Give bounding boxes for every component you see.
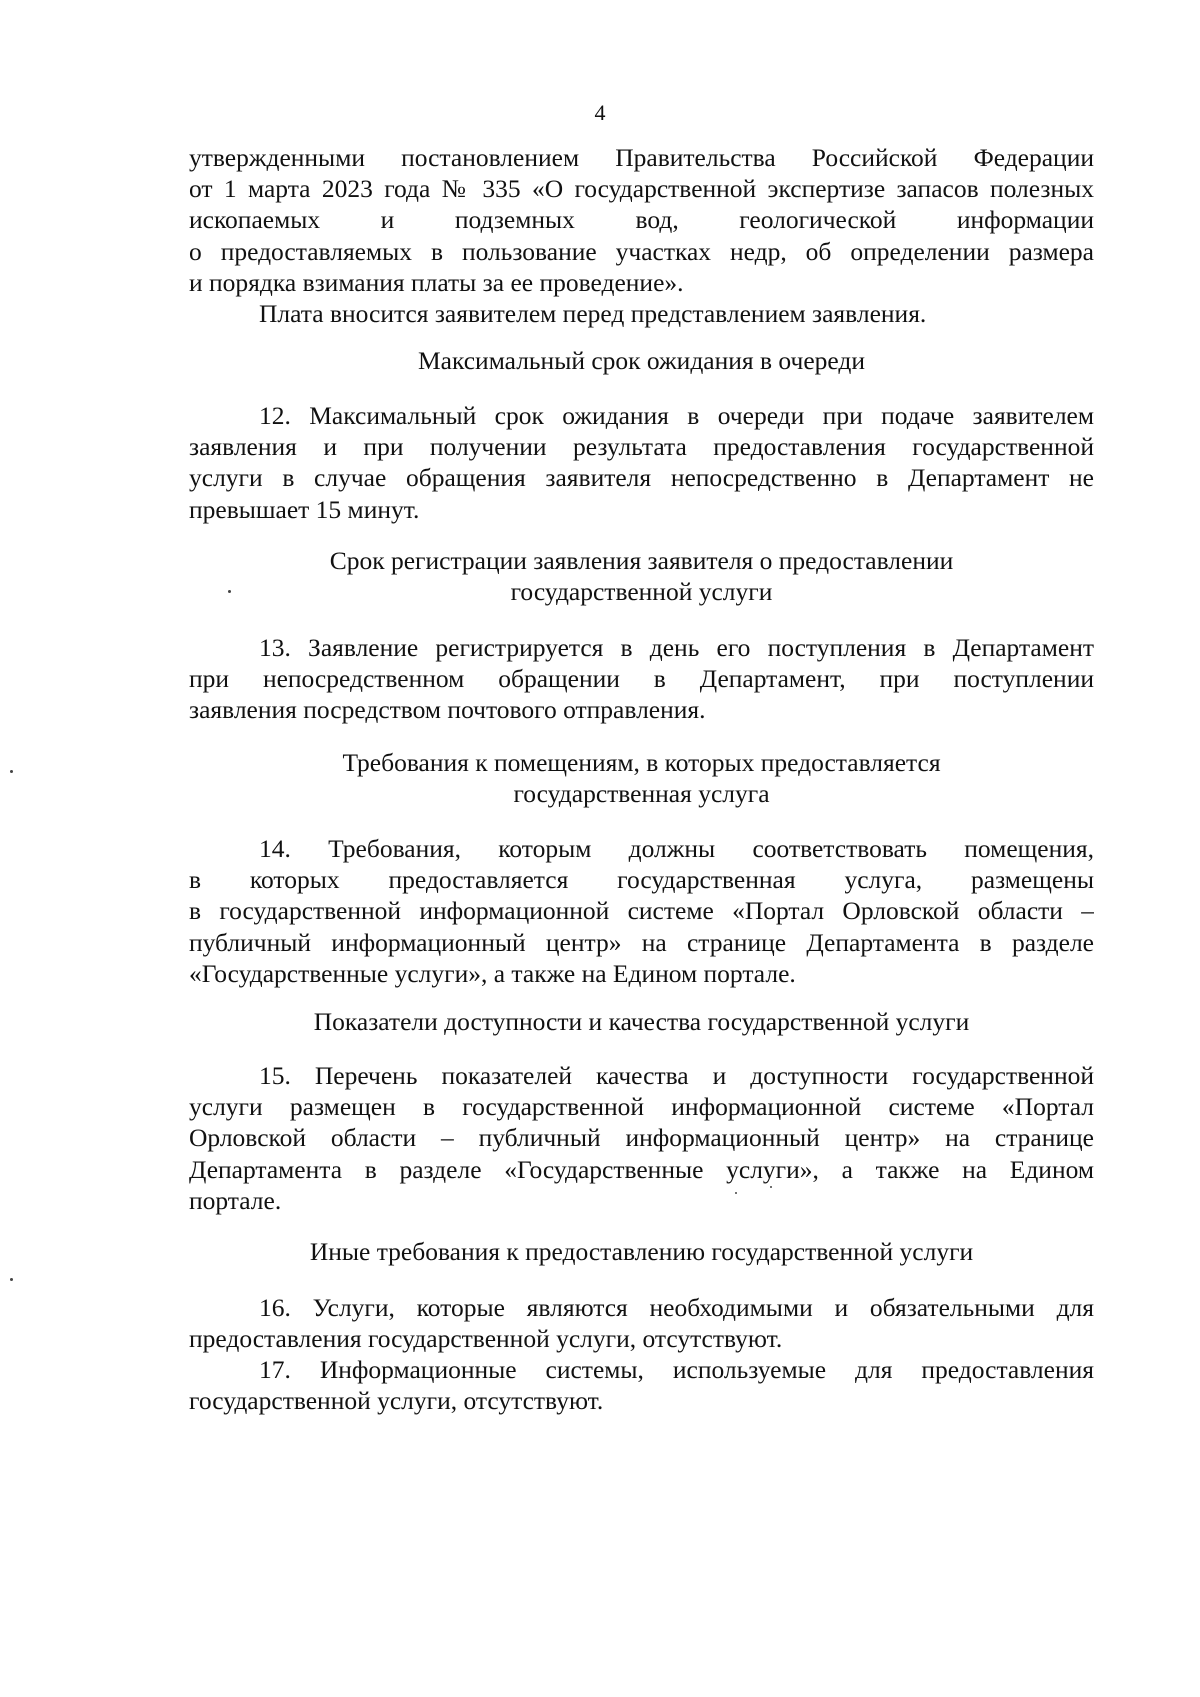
text-line: заявления и при получении результата предоставления государственной xyxy=(189,432,1094,462)
text-line: при непосредственном обращении в Департамент, при поступлении xyxy=(189,664,1094,694)
text-line: услуги в случае обращения заявителя непосредственно в Департамент не xyxy=(189,463,1094,493)
heading-queue: Максимальный срок ожидания в очереди xyxy=(417,346,866,375)
paragraph-13 xyxy=(189,632,1094,726)
text-line: предоставления государственной услуги, отсутствуют. xyxy=(189,1324,783,1354)
paragraph-15 xyxy=(189,1060,1094,1216)
text-line: заявления посредством почтового отправления. xyxy=(189,695,706,725)
text-line: и порядка взимания платы за ее проведение». xyxy=(189,267,684,297)
scan-speck xyxy=(770,1186,772,1188)
heading-line: Срок регистрации заявления заявителя о предоставлении xyxy=(329,546,954,575)
text-line: утвержденными постановлением Правительства Российской Федерации xyxy=(189,143,1094,172)
text-line: о предоставляемых в пользование участках недр, об определении размера xyxy=(189,236,1094,266)
paragraph-12 xyxy=(189,400,1094,525)
scan-speck xyxy=(735,1192,737,1194)
heading-line: государственная услуга xyxy=(513,779,770,809)
heading-line: государственной услуги xyxy=(510,577,773,607)
scan-speck xyxy=(10,770,13,773)
text-line: 14. Требования, которым должны соответствовать помещения, xyxy=(259,834,1094,863)
text-line: портале. xyxy=(189,1185,282,1215)
text-line: превышает 15 минут. xyxy=(189,494,420,524)
paragraph-fee: Плата вносится заявителем перед представлением заявления. xyxy=(259,299,927,329)
text-line: Орловской области – публичный информационный центр» на странице xyxy=(189,1123,1094,1153)
text-line: Департамента в разделе «Государственные услуги», а также на Едином xyxy=(189,1154,1094,1184)
heading-registration xyxy=(189,545,1094,607)
text-line: от 1 марта 2023 года № 335 «О государственной экспертизе запасов полезных xyxy=(189,174,1094,204)
heading-line: Требования к помещениям, в которых предоставляется xyxy=(342,748,941,777)
text-line: государственной услуги, отсутствуют. xyxy=(189,1386,604,1416)
paragraph-17 xyxy=(189,1354,1094,1416)
scan-speck xyxy=(10,1278,13,1281)
text-line: в которых предоставляется государственная услуга, размещены xyxy=(189,865,1094,895)
text-line: 12. Максимальный срок ожидания в очереди при подаче заявителем xyxy=(259,401,1094,430)
text-line: ископаемых и подземных вод, геологической информации xyxy=(189,205,1094,235)
heading-premises xyxy=(189,747,1094,809)
paragraph-16 xyxy=(189,1292,1094,1354)
paragraph-intro xyxy=(189,142,1094,329)
text-line: 16. Услуги, которые являются необходимыми и обязательными для xyxy=(259,1293,1094,1322)
text-line: в государственной информационной системе «Портал Орловской области – xyxy=(189,896,1094,926)
heading-indicators: Показатели доступности и качества государственной услуги xyxy=(313,1007,970,1036)
text-line: публичный информационный центр» на странице Департамента в разделе xyxy=(189,927,1094,957)
paragraph-14 xyxy=(189,833,1094,989)
text-line: 15. Перечень показателей качества и доступности государственной xyxy=(259,1061,1094,1090)
text-line: «Государственные услуги», а также на Едином портале. xyxy=(189,958,796,988)
text-line: 17. Информационные системы, используемые для предоставления xyxy=(259,1355,1094,1384)
scan-speck xyxy=(228,590,231,593)
page-number: 4 xyxy=(594,100,606,125)
text-line: 13. Заявление регистрируется в день его поступления в Департамент xyxy=(259,633,1094,662)
text-line: услуги размещен в государственной информационной системе «Портал xyxy=(189,1092,1094,1122)
heading-other: Иные требования к предоставлению государственной услуги xyxy=(309,1237,974,1266)
